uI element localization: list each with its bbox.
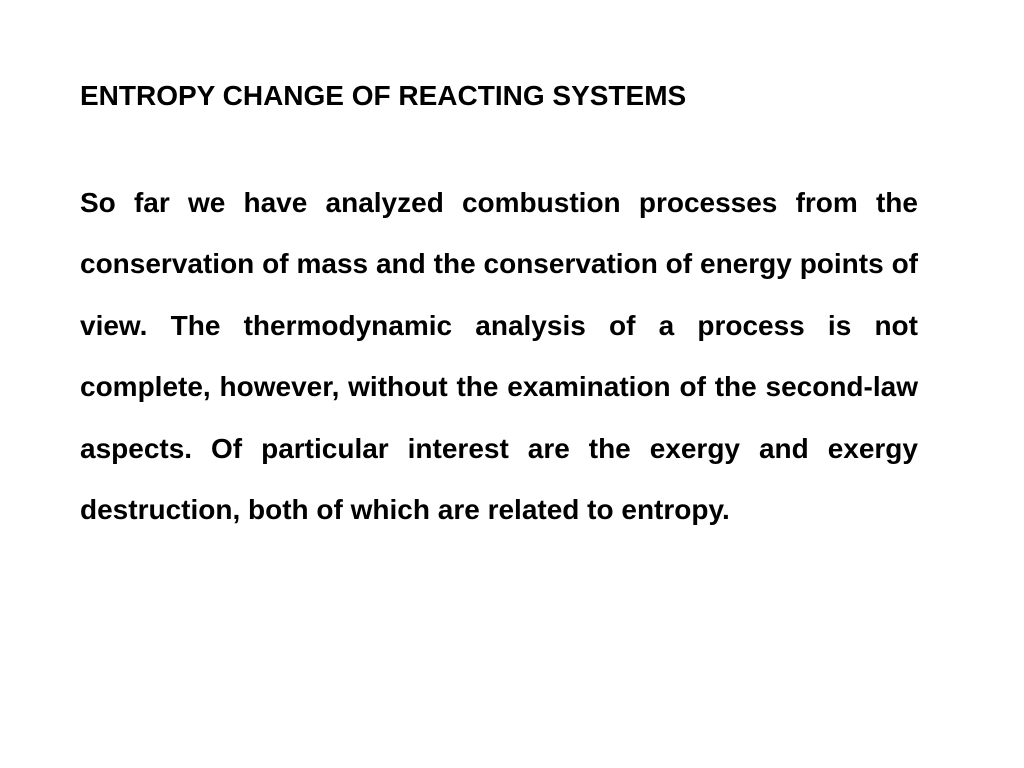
slide-title: ENTROPY CHANGE OF REACTING SYSTEMS [80, 80, 687, 111]
slide-body-paragraph: So far we have analyzed combustion processes from the conservation of mass and the conservation of energy points of view. The thermodynamic analysis of a process is not complete, however, without the examination of the second-law aspects. Of particular interest are the exergy and exergy destruction, both of which are related to entropy. [80, 187, 918, 526]
